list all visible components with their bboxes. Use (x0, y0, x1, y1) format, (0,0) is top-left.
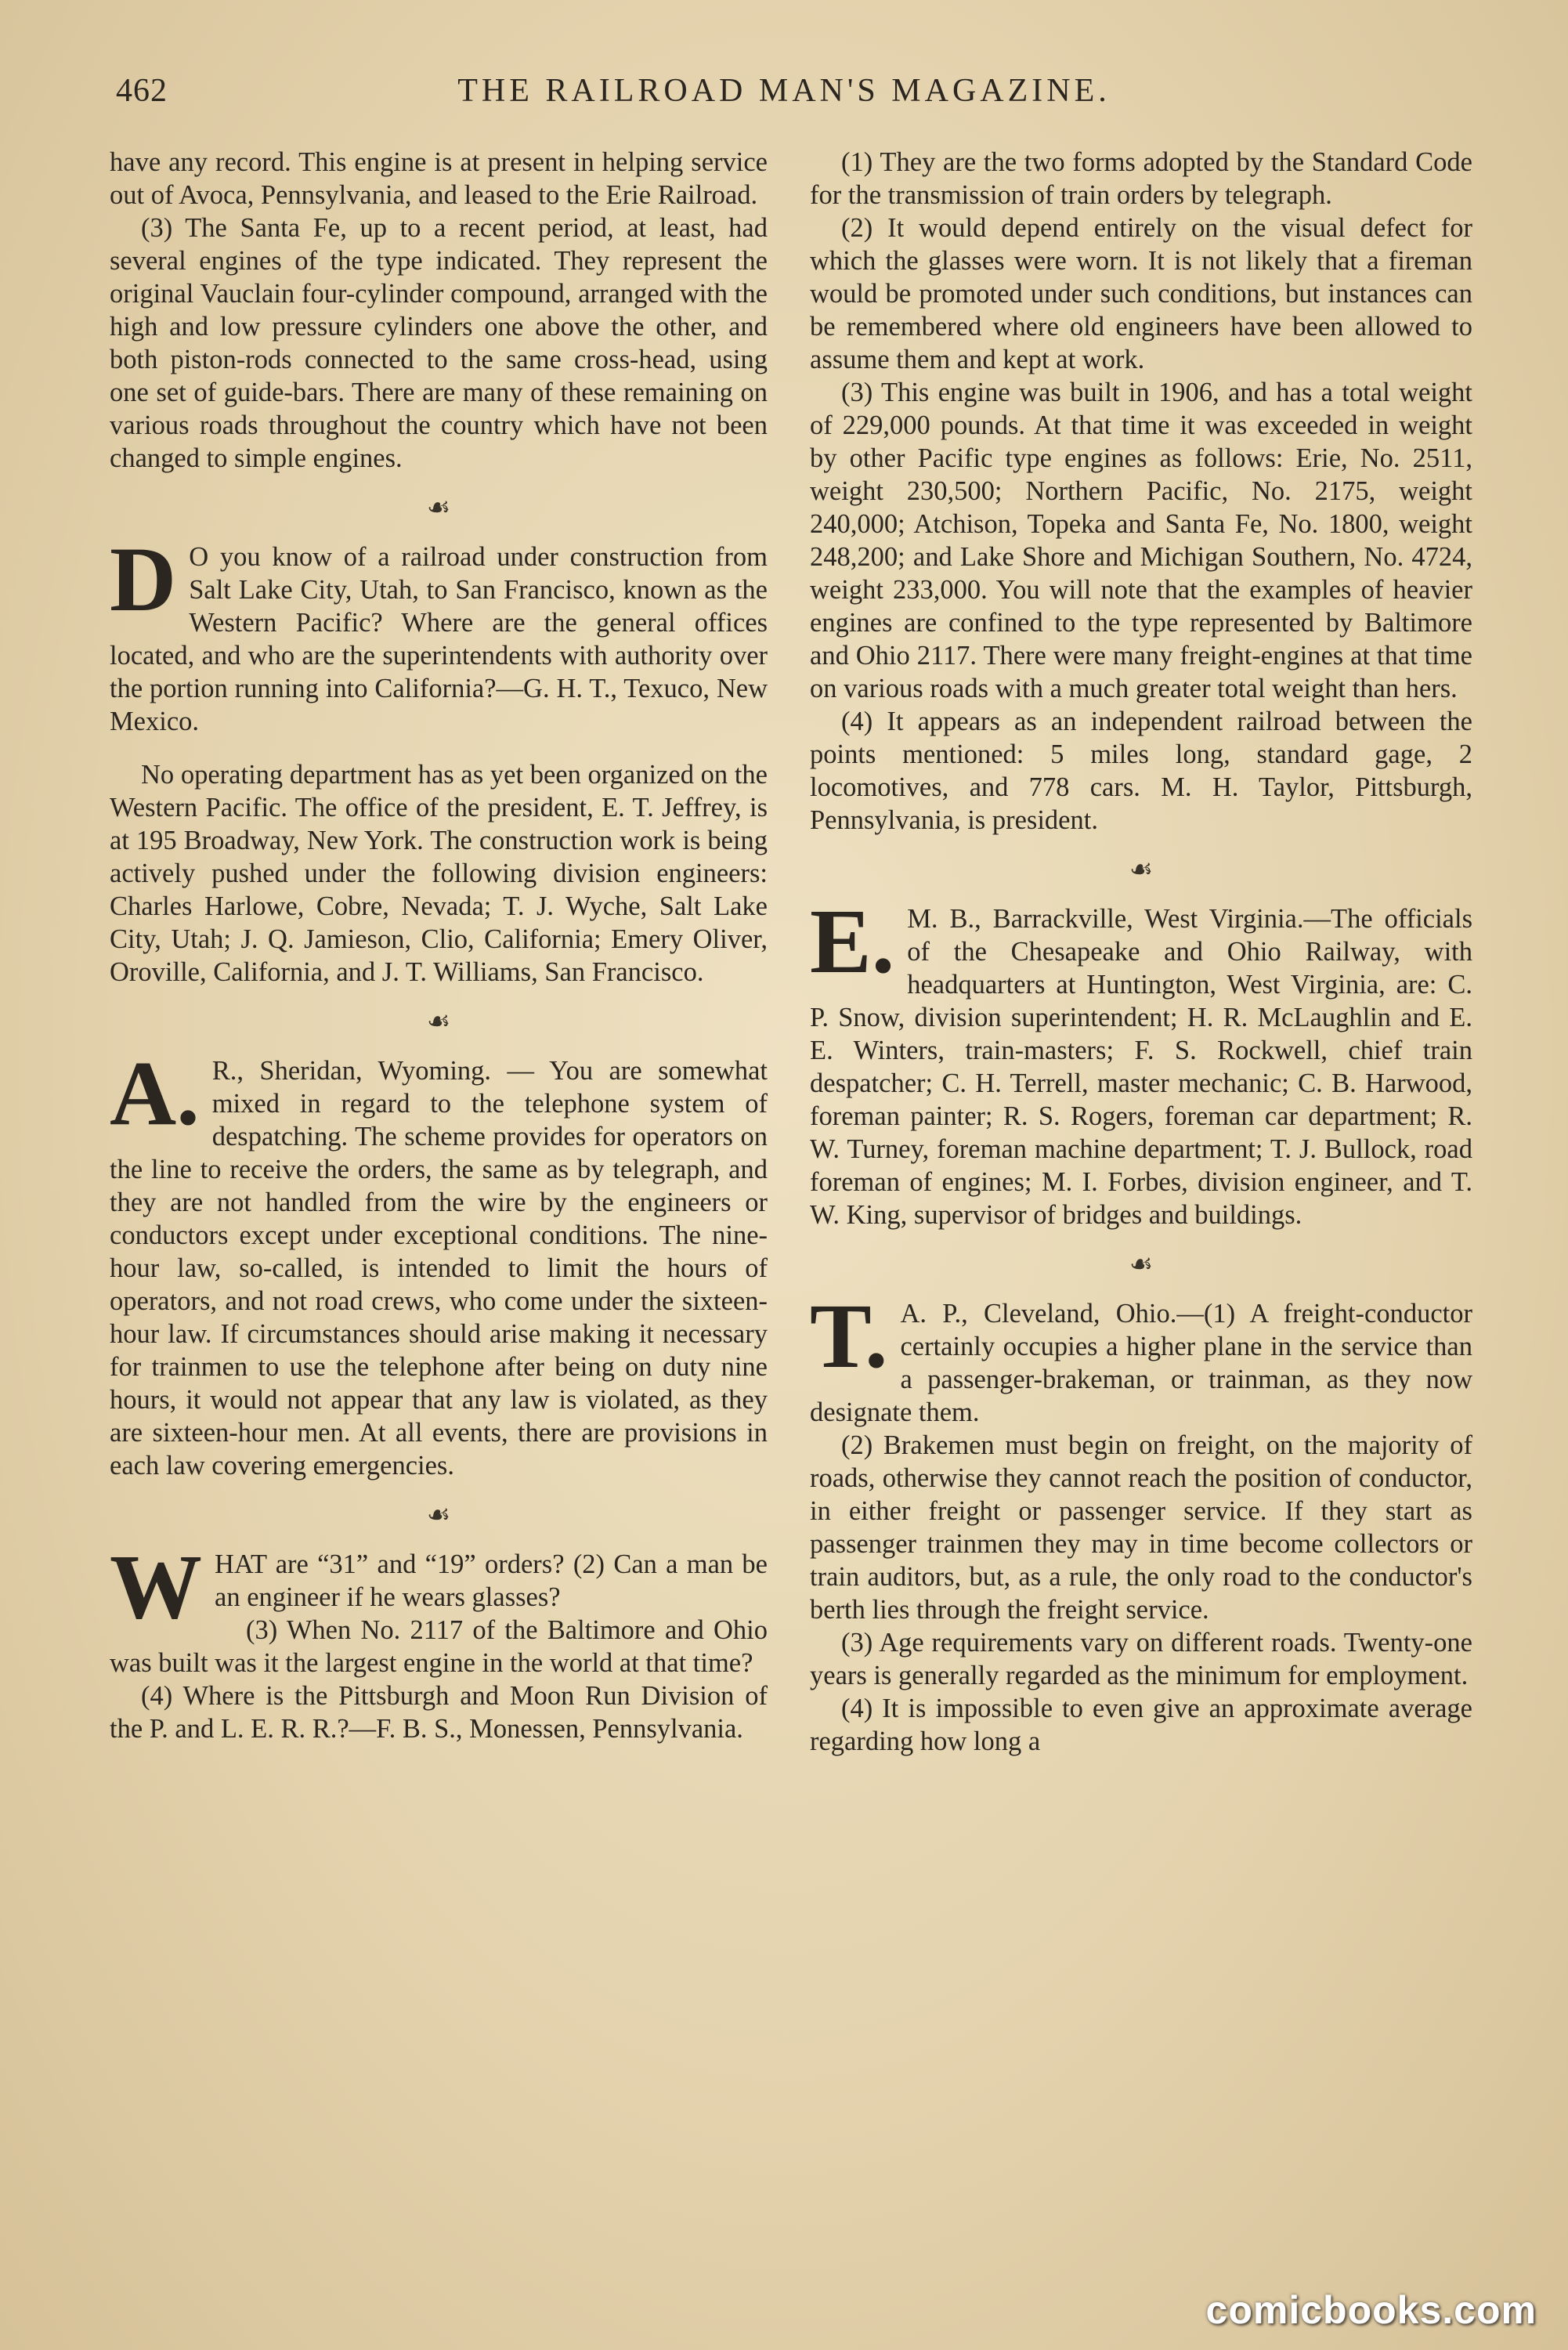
question-paragraph (810, 1285, 1472, 1429)
question-text: HAT are “31” and “19” orders? (2) Can a man be an engineer if he wears glasses? (215, 1549, 768, 1612)
answer-paragraph: No operating department has as yet been organized on the Western Pacific. The office of the president, E. T. Jeffrey, is at 195 Broadway, New York. The construction work is being actively pushed under the following division engineers: Charles Harlowe, Cobre, Nevada; T. J. Wyche, Salt Lake City, Utah; J. Q. Jamieson, Clio, California; Emery Oliver, Oroville, California, and J. T. Williams, San Francisco. (110, 760, 768, 987)
question-paragraph (110, 1535, 768, 1638)
question-text: A. P., Cleveland, Ohio.—(1) A freight-conductor certainly occupies a higher plane in the service than a passenger-brakeman, or trainman, as they now designate them. (810, 1299, 1472, 1427)
paragraph: (3) The Santa Fe, up to a recent period, at least, had several engines of the type indicated. They represent the original Vauclain four-cylinder compound, arranged with the high and low pressure cylinders one above the other, and both piston-rods connected to the same cross-head, using one set of guide-bars. There are many of these remaining on various roads throughout the country which have not been changed to simple engines. (110, 213, 768, 473)
ornament-separator-icon: ☙ (426, 1501, 451, 1530)
drop-cap: T. (810, 1285, 888, 1387)
answer-paragraph: (4) It is impossible to even give an approximate average regarding how long a (810, 1694, 1472, 1756)
ornament-separator-icon: ☙ (1129, 1250, 1154, 1279)
right-column (810, 146, 1472, 2214)
question-paragraph (810, 890, 1472, 1231)
answer-paragraph: (3) This engine was built in 1906, and has a total weight of 229,000 pounds. At that time it was exceeded in weight by other Pacific type engines as follows: Erie, No. 2511, weight 230,500; Northern Pacific, No. 2175, weight 240,000; Atchison, Topeka and Santa Fe, No. 1800, weight 248,200; and Lake Shore and Michigan Southern, No. 4724, weight 233,000. You will note that the examples of heavier engines are confined to the type represented by Baltimore and Ohio 2117. There were many freight-engines at that time on various roads with a much greater total weight than hers. (810, 378, 1472, 703)
left-column (110, 146, 768, 2214)
answer-paragraph: (4) It appears as an independent railroad between the points mentioned: 5 miles long, standard gage, 2 locomotives, and 778 cars. M. H. Taylor, Pittsburgh, Pennsylvania, is president. (810, 707, 1472, 835)
magazine-title: THE RAILROAD MAN'S MAGAZINE. (457, 73, 1111, 109)
drop-cap: E. (810, 890, 895, 992)
page-header (0, 72, 1568, 119)
ornament-separator-icon: ☙ (426, 494, 451, 522)
drop-cap: D (110, 528, 177, 631)
watermark: comicbooks.com (1205, 2288, 1537, 2332)
ornament-separator-icon: ☙ (426, 1007, 451, 1036)
ornament-separator-icon: ☙ (1129, 855, 1154, 884)
drop-cap: A. (110, 1042, 200, 1144)
answer-paragraph: (2) Brakemen must begin on freight, on the majority of roads, otherwise they cannot reach the position of conductor, in either freight or passenger service. If they start as passenger trainmen they may in time become collectors or train auditors, but, as a rule, the only road to the conductor's berth lies through the freight service. (810, 1430, 1472, 1625)
question-paragraph (110, 528, 768, 738)
question-text: R., Sheridan, Wyoming. — You are somewhat mixed in regard to the telephone system of despatching. The scheme provides for operators on the line to receive the orders, the same as by telegraph, and they are not handled from the wire by the engineers or conductors except under exceptional conditions. The nine-hour law, so-called, is intended to limit the hours of operators, and not road crews, who come under the sixteen-hour law. If circumstances should arise making it necessary for trainmen to use the telephone after being on duty nine hours, it would not appear that any law is violated, as they are sixteen-hour men. At all events, there are provisions in each law covering emergencies. (110, 1056, 768, 1480)
page-number: 462 (116, 73, 168, 109)
paragraph: have any record. This engine is at present in helping service out of Avoca, Pennsylvania, and leased to the Erie Railroad. (110, 147, 768, 210)
question-paragraph (110, 1042, 768, 1482)
paragraph: (4) Where is the Pittsburgh and Moon Run Division of the P. and L. E. R. R.?—F. B. S., Monessen, Pennsylvania. (110, 1681, 768, 1744)
answer-paragraph: (3) Age requirements vary on different roads. Twenty-one years is generally regarded as the minimum for employment. (810, 1628, 1472, 1690)
drop-cap: W (110, 1535, 202, 1638)
question-text: M. B., Barrackville, West Virginia.—The officials of the Chesapeake and Ohio Railway, with headquarters at Huntington, West Virginia, are: C. P. Snow, division superintendent; H. R. McLaughlin and E. E. Winters, train-masters; F. S. Rockwell, chief train despatcher; C. H. Terrell, master mechanic; C. B. Harwood, foreman painter; R. S. Rogers, foreman car department; R. W. Turney, foreman machine department; T. J. Bullock, road foreman of engines; M. I. Forbes, division engineer, and T. W. King, supervisor of bridges and buildings. (810, 904, 1472, 1230)
answer-paragraph: (2) It would depend entirely on the visual defect for which the glasses were worn. It is not likely that a fireman would be promoted under such conditions, but instances can be remembered where old engineers have been allowed to assume them and kept at work. (810, 213, 1472, 374)
answer-paragraph: (1) They are the two forms adopted by the Standard Code for the transmission of train orders by telegraph. (810, 147, 1472, 210)
paragraph: (3) When No. 2117 of the Baltimore and Ohio was built was it the largest engine in the world at that time? (110, 1615, 768, 1678)
question-text: O you know of a railroad under construction from Salt Lake City, Utah, to San Francisco, known as the Western Pacific? Where are the general offices located, and who are the superintendents with authority over the portion running into California?—G. H. T., Texuco, New Mexico. (110, 542, 768, 736)
